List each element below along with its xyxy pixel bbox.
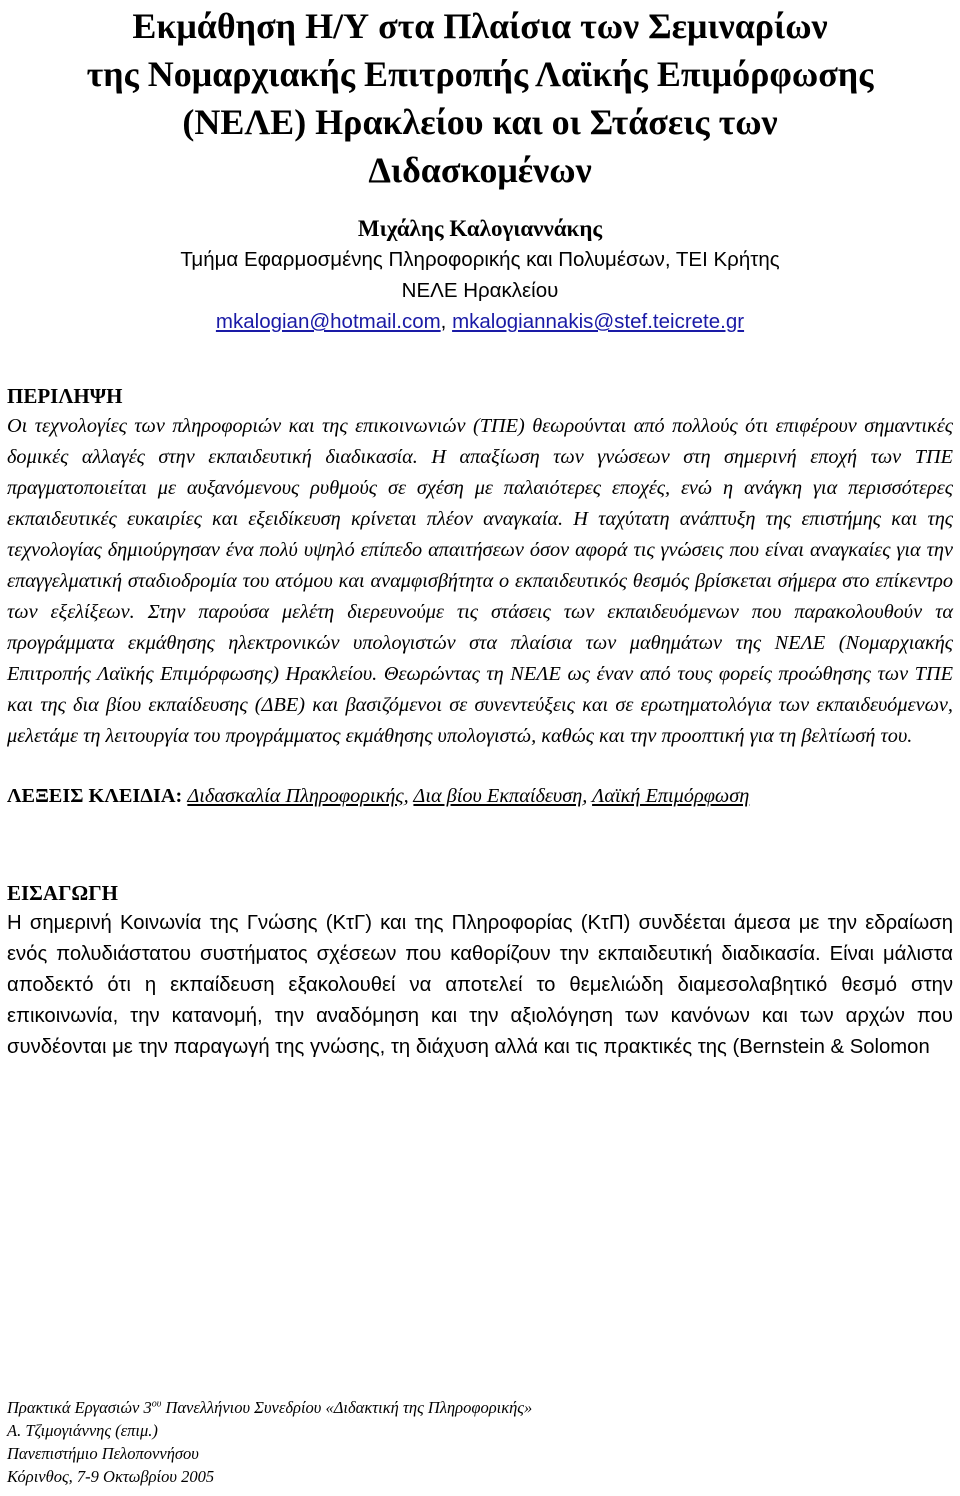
author-block xyxy=(7,214,953,337)
title-line-3: (ΝΕΛΕ) Ηρακλείου και οι Στάσεις των xyxy=(182,102,778,142)
footer-ordinal-suffix: ου xyxy=(151,1398,162,1410)
author-organization: ΝΕΛΕ Ηρακλείου xyxy=(401,279,559,302)
paper-page xyxy=(7,0,953,1063)
proceedings-footer xyxy=(7,1396,953,1488)
abstract-heading: ΠΕΡΙΛΗΨΗ xyxy=(7,384,123,408)
keyword-1: Διδασκαλία Πληροφορικής xyxy=(187,785,404,807)
footer-university: Πανεπιστήμιο Πελοποννήσου xyxy=(7,1444,199,1463)
footer-conference-pre: Πρακτικά Εργασιών 3 xyxy=(7,1398,152,1417)
abstract-text: Οι τεχνολογίες των πληροφοριών και της επικοινωνιών (ΤΠΕ) θεωρούνται από πολλούς ότι επιφέρουν σημαντικές δομικές αλλαγές στην εκπαιδευτική διαδικασία. Η απαξίωση των γνώσεων στη σημερινή εποχή των ΤΠΕ πραγματοποιείται με αυξανόμενους ρυθμούς σε σχέση με παλαιότερες εποχές, ενώ η ανάγκη για περισσότερες εκπαιδευτικές ευκαιρίες και εξειδίκευση κρίνεται πλέον αναγκαία. Η ταχύτατη ανάπτυξη της επιστήμης και της τεχνολογίας δημιούργησαν ένα πολύ υψηλό επίπεδο απαιτήσεων όσον αφορά τις γνώσεις που είναι αναγκαίες για την επαγγελματική σταδιοδρομία του ατόμου και αναμφισβήτητα ο εκπαιδευτικός θεσμός βρίσκεται σήμερα στο επίκεντρο των εξελίξεων. Στην παρούσα μελέτη διερευνούμε τις στάσεις των εκπαιδευόμενων που παρακολουθούν τα προγράμματα εκμάθησης ηλεκτρονικών υπολογιστών στα πλαίσια των μαθημάτων της ΝΕΛΕ (Νομαρχιακής Επιτροπής Λαϊκής Επιμόρφωσης) Ηρακλείου. Θεωρώντας τη ΝΕΛΕ ως έναν από τους φορείς προώθησης των ΤΠΕ και της δια βίου εκπαίδευσης (ΔΒΕ) και βασιζόμενοι σε συνεντεύξεις και σε ερωτηματολόγια των εκπαιδευόμενων, μελετάμε τη λειτουργία του προγράμματος εκμάθησης υπολογιστώ, καθώς και την προοπτική για τη βελτίωσή του. xyxy=(7,415,953,747)
email-link-teicrete[interactable]: mkalogiannakis@stef.teicrete.gr xyxy=(452,310,745,333)
author-name: Μιχάλης Καλογιαννάκης xyxy=(357,216,603,241)
footer-conference-post: Πανελλήνιου Συνεδρίου «Διδακτική της Πληροφορικής» xyxy=(161,1398,533,1417)
footer-place-date: Κόρινθος, 7-9 Οκτωβρίου 2005 xyxy=(7,1467,215,1486)
footer-editor: Α. Τζιμογιάννης (επιμ.) xyxy=(7,1421,158,1440)
keyword-separator-2: , xyxy=(582,785,593,807)
introduction-text: Η σημερινή Κοινωνία της Γνώσης (ΚτΓ) και της Πληροφορίας (ΚτΠ) συνδέεται άμεσα με την εδραίωση ενός πολυδιάστατου συστήματος σχέσεων που καθορίζουν την εκπαιδευτική διαδικασία. Είναι μάλιστα αποδεκτό ότι η εκπαίδευση εξακολουθεί να αποτελεί το θεμελιώδη διαμεσολαβητικό θεσμό στην επικοινωνία, την κατανομή, την αναδόμηση και την αξιολόγηση των κανόνων και των αρχών που συνδέονται με την παραγωγή της γνώσης, τη διάχυση αλλά και τις πρακτικές της (Bernstein & Solomon xyxy=(7,912,953,1058)
introduction-heading: ΕΙΣΑΓΩΓΗ xyxy=(7,881,118,905)
title-line-1: Εκμάθηση Η/Υ στα Πλαίσια των Σεμιναρίων xyxy=(132,6,828,46)
keywords-label: ΛΕΞΕΙΣ ΚΛΕΙΔΙΑ: xyxy=(7,785,183,807)
email-link-hotmail[interactable]: mkalogian@hotmail.com xyxy=(215,310,441,333)
keyword-2: Δια βίου Εκπαίδευση xyxy=(413,785,583,807)
keywords xyxy=(7,781,953,812)
paper-title xyxy=(7,0,953,194)
keyword-separator-1: , xyxy=(403,785,414,807)
author-affiliation: Τμήμα Εφαρμοσμένης Πληροφορικής και Πολυμέσων, ΤΕΙ Κρήτης xyxy=(180,248,780,271)
author-emails xyxy=(7,306,953,337)
title-line-4: Διδασκομένων xyxy=(368,150,592,190)
footer-line-1 xyxy=(7,1396,953,1419)
keyword-3: Λαϊκή Επιμόρφωση xyxy=(592,785,750,807)
title-line-2: της Νομαρχιακής Επιτροπής Λαϊκής Επιμόρφωσης xyxy=(86,54,874,94)
email-separator: , xyxy=(440,310,453,333)
